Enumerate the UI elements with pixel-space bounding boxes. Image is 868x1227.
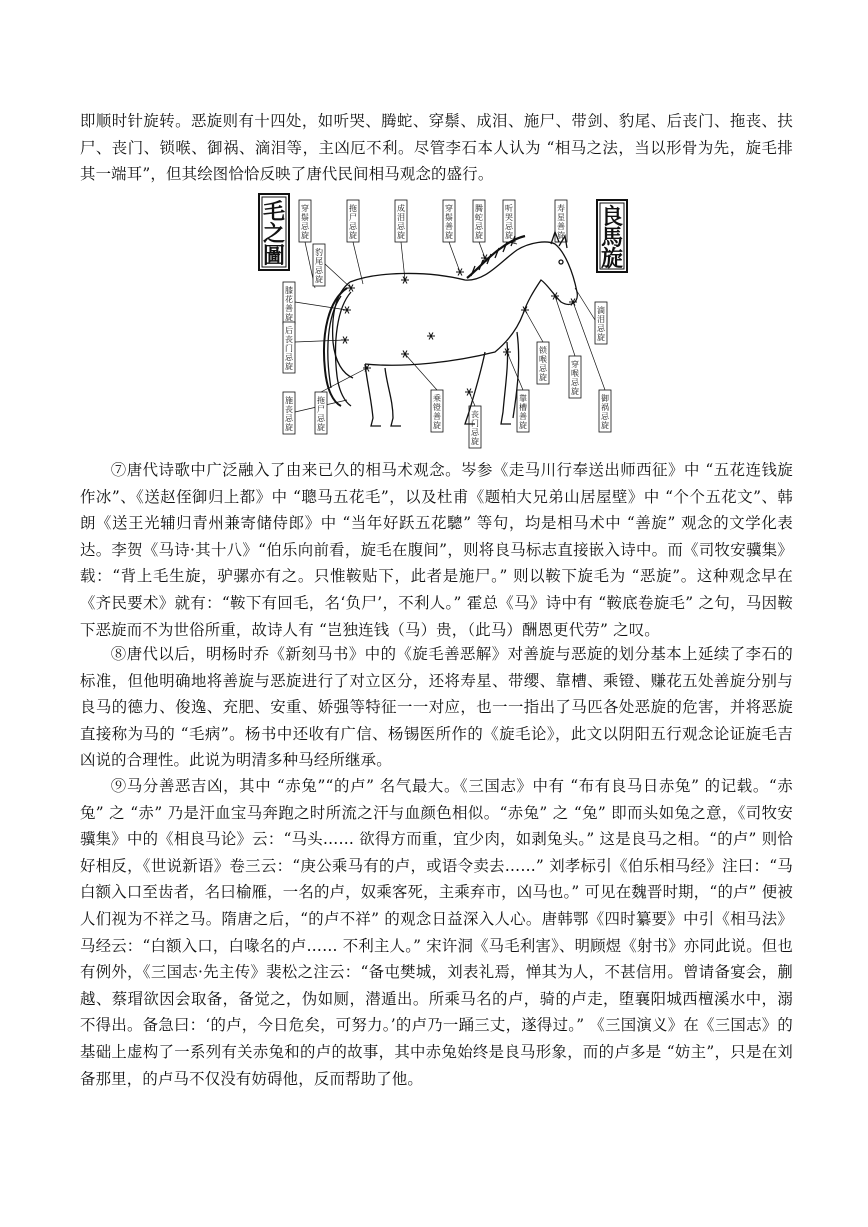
- svg-text:祸: 祸: [601, 403, 609, 412]
- paragraph-8: ⑧唐代以后，明杨时乔《新刻马书》中的《旋毛善恶解》对善旋与恶旋的划分基本上延续了李石的标准，但他明确地将善旋与恶旋进行了对立区分，还将寿星、带缨、靠槽、乘镫、赚花五处善旋分别与良马的德力、俊逸、充肥、安重、娇强等特征一一对应，也一一指出了马匹各处恶旋的危害，并将恶旋直接称为马的 “毛病”。杨书中还收有广信、杨锡医所作的《旋毛论》，此文以阴阳五行观念论证旋毛吉凶说的合理性。此说为明清多种马经所继承。: [80, 645, 793, 770]
- svg-text:穿: 穿: [445, 204, 453, 213]
- svg-text:旋: 旋: [433, 421, 441, 430]
- right-title-box: [597, 200, 627, 272]
- svg-text:忌: 忌: [301, 222, 309, 231]
- svg-text:忌: 忌: [505, 222, 513, 231]
- svg-text:鬃: 鬃: [301, 213, 309, 222]
- svg-text:尸: 尸: [349, 213, 357, 222]
- svg-text:尸: 尸: [317, 405, 325, 414]
- svg-text:忌: 忌: [601, 412, 609, 421]
- svg-text:穿: 穿: [301, 204, 309, 213]
- svg-text:善: 善: [519, 412, 527, 421]
- paragraph-9: ⑨马分善恶吉凶，其中 “赤兔”“的卢” 名气最大。《三国志》中有 “布有良马日赤兔” 的记载。“赤兔” 之 “赤” 乃是汗血宝马奔跑之时所流之汗与血颜色相似。“赤兔” 之 “兔” 即而头如兔之意，《司牧安骥集》中的《相良马论》云：“马头…… 欲得方而重，宜少肉，如剥兔头。” 这是良马之相。“的卢” 则恰好相反，《世说新语》卷三云：“庚公乘马有的卢，或语令卖去……” 刘孝标引《伯乐相马经》注曰：“马白额入口至齿者，名曰榆雁，一名的卢，奴乘客死，主乘弃市，凶马也。” 可见在魏晋时期，“的卢” 便被人们视为不祥之马。隋唐之后，“的卢不祥” 的观念日益深入人心。唐韩鄂《四时纂要》中引《相马法》马经云：“白额入口，白喙名的卢…… 不利主人。” 宋许洞《马毛利害》、明顾煜《射书》亦同此说。但也有例外，《三国志·先主传》裴松之注云：“备屯樊城，刘表礼焉，惮其为人，不甚信用。曾请备宴会，蒯越、蔡瑁欲因会取备，备觉之，伪如厕，潜遁出。所乘马名的卢，骑的卢走，堕襄阳城西檀溪水中，溺不得出。备急曰：‘的卢，今日危矣，可努力。’的卢乃一踊三丈，遂得过。” 《三国演义》在《三国志》的基础上虚构了一系列有关赤兔和的卢的故事，其中赤兔始终是良马形象，而的卢多是 “妨主”，只是在刘备那里，的卢马不仅没有妨碍他，反而帮助了他。: [80, 777, 793, 1088]
- svg-text:忌: 忌: [475, 222, 483, 231]
- svg-text:旋: 旋: [285, 362, 293, 371]
- svg-text:旋: 旋: [471, 437, 479, 446]
- svg-text:旋: 旋: [315, 275, 323, 284]
- svg-text:乘: 乘: [433, 394, 441, 403]
- svg-text:丧: 丧: [471, 410, 479, 419]
- svg-text:旋: 旋: [597, 333, 605, 342]
- svg-text:旋: 旋: [601, 421, 609, 430]
- paragraph-intro: 即顺时针旋转。恶旋则有十四处，如听哭、腾蛇、穿鬃、成泪、施尸、带剑、豹尾、后丧门、拖丧、扶尸、丧门、锁喉、御祸、滴泪等，主凶厄不利。尽管李石本人认为 “相马之法，当以形骨为先，旋毛排其一端耳”，但其绘图恰恰反映了唐代民间相马观念的盛行。: [80, 112, 793, 184]
- svg-text:后: 后: [285, 326, 293, 335]
- right-title-char-2: 馬: [600, 225, 624, 251]
- svg-text:御: 御: [601, 394, 609, 403]
- svg-text:靠: 靠: [519, 394, 527, 403]
- horse-illustration: [255, 192, 635, 450]
- svg-text:旋: 旋: [557, 231, 565, 240]
- svg-text:旋: 旋: [445, 231, 453, 240]
- svg-text:豹: 豹: [315, 248, 323, 257]
- svg-text:旋: 旋: [539, 373, 547, 382]
- svg-text:膝: 膝: [285, 286, 293, 295]
- svg-text:泪: 泪: [597, 315, 605, 324]
- svg-text:腾: 腾: [475, 204, 483, 213]
- svg-text:忌: 忌: [471, 428, 479, 437]
- svg-text:旋: 旋: [285, 423, 293, 432]
- svg-text:丧: 丧: [285, 405, 293, 414]
- left-title-box: [259, 194, 289, 270]
- svg-text:旋: 旋: [397, 231, 405, 240]
- svg-text:花: 花: [285, 295, 293, 304]
- svg-text:蛇: 蛇: [475, 213, 483, 222]
- svg-text:拖: 拖: [317, 396, 325, 405]
- svg-text:泪: 泪: [397, 213, 405, 222]
- svg-text:善: 善: [285, 304, 293, 313]
- svg-text:滴: 滴: [597, 306, 605, 315]
- svg-text:善: 善: [557, 222, 565, 231]
- svg-text:忌: 忌: [349, 222, 357, 231]
- svg-text:拖: 拖: [349, 204, 357, 213]
- svg-text:旋: 旋: [301, 231, 309, 240]
- svg-text:旋: 旋: [505, 231, 513, 240]
- svg-text:旋: 旋: [519, 421, 527, 430]
- svg-text:忌: 忌: [317, 414, 325, 423]
- right-title-char-3: 旋: [600, 246, 624, 272]
- svg-text:旋: 旋: [349, 231, 357, 240]
- svg-text:忌: 忌: [539, 364, 547, 373]
- left-title-char-1: 毛: [262, 199, 286, 225]
- svg-text:哭: 哭: [505, 213, 513, 222]
- paragraph-7: ⑦唐代诗歌中广泛融入了由来已久的相马术观念。岑参《走马川行奉送出师西征》中 “五花连钱旋作冰”、《送赵侄御归上都》中 “聰马五花毛”，以及杜甫《题柏大兄弟山居屋壁》中 “个个五花文”、韩朗《送王光辅归青州兼寄储侍郎》中 “当年好跃五花驄” 等句，均是相马术中 “善旋” 观念的文学化表达。李贺《马诗·其十八》“伯乐向前看，旋毛在腹间”，则将良马标志直接嵌入诗中。而《司牧安骥集》载：“背上毛生旋，驴骡亦有之。只惟鞍贴下，此者是施尸。” 则以鞍下旋毛为 “恶旋”。这种观念早在《齐民要术》就有：“鞍下有回毛，名‘负尸’，不利人。” 霍总《马》诗中有 “鞍底卷旋毛” 之句，马因鞍下恶旋而不为世俗所重，故诗人有 “岂独连钱（马）贵，（此马）酬恩更代劳” 之叹。: [80, 461, 793, 639]
- svg-text:旋: 旋: [317, 423, 325, 432]
- svg-text:旋: 旋: [475, 231, 483, 240]
- svg-text:尾: 尾: [315, 257, 323, 266]
- svg-text:喉: 喉: [539, 355, 547, 364]
- svg-text:门: 门: [285, 344, 293, 353]
- svg-text:成: 成: [397, 204, 405, 213]
- horse-hair-whorl-figure: [255, 192, 635, 450]
- svg-text:忌: 忌: [285, 353, 293, 362]
- svg-text:锁: 锁: [539, 346, 547, 355]
- svg-text:善: 善: [445, 222, 453, 231]
- svg-text:忌: 忌: [397, 222, 405, 231]
- svg-text:旋: 旋: [285, 313, 293, 322]
- svg-text:施: 施: [285, 396, 293, 405]
- svg-text:穿: 穿: [571, 360, 579, 369]
- right-title-char-1: 良: [600, 204, 624, 230]
- svg-text:星: 星: [557, 213, 565, 222]
- svg-text:善: 善: [433, 412, 441, 421]
- svg-text:丧: 丧: [285, 335, 293, 344]
- svg-text:忌: 忌: [315, 266, 323, 275]
- svg-text:门: 门: [471, 419, 479, 428]
- svg-text:忌: 忌: [571, 378, 579, 387]
- left-title-char-2: 之: [262, 221, 286, 247]
- svg-text:镫: 镫: [433, 403, 441, 412]
- left-title-char-3: 圖: [262, 243, 286, 269]
- svg-text:鬃: 鬃: [445, 213, 453, 222]
- svg-text:忌: 忌: [597, 324, 605, 333]
- svg-text:忌: 忌: [285, 414, 293, 423]
- svg-text:听: 听: [505, 204, 513, 213]
- svg-text:旋: 旋: [571, 387, 579, 396]
- svg-text:喉: 喉: [571, 369, 579, 378]
- svg-text:寿: 寿: [557, 204, 565, 213]
- svg-text:槽: 槽: [519, 403, 527, 412]
